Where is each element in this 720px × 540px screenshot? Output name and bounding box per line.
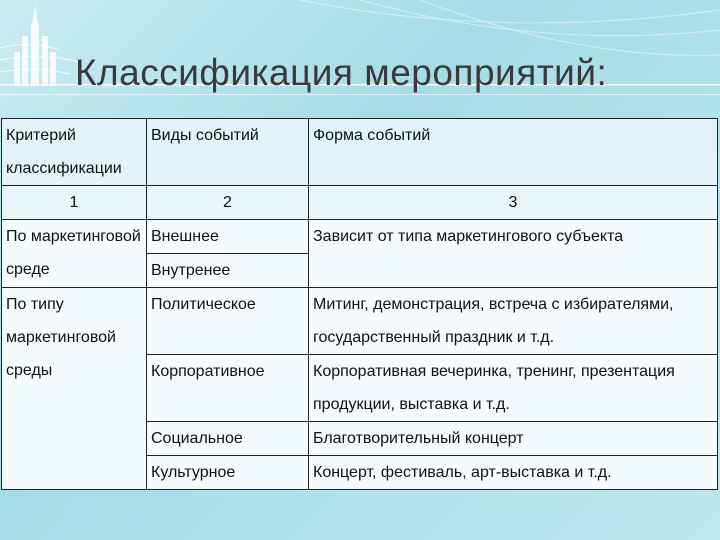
table-header-row bbox=[2, 119, 718, 186]
form-cell: Концерт, фестиваль, арт-выставка и т.д. bbox=[309, 456, 718, 490]
header-criterion: Критерий классификации bbox=[2, 119, 147, 186]
form-cell: Зависит от типа маркетингового субъекта bbox=[309, 220, 718, 288]
column-number-3: 3 bbox=[309, 186, 718, 220]
form-cell: Благотворительный концерт bbox=[309, 422, 718, 456]
column-number-1: 1 bbox=[2, 186, 147, 220]
table-row bbox=[2, 220, 718, 254]
table-row bbox=[2, 288, 718, 355]
kind-cell: Внешнее bbox=[147, 220, 309, 254]
form-cell: Митинг, демонстрация, встреча с избирателями, государственный праздник и т.д. bbox=[309, 288, 718, 355]
column-numbers-row bbox=[2, 186, 718, 220]
kind-cell: Корпоративное bbox=[147, 355, 309, 422]
column-number-2: 2 bbox=[147, 186, 309, 220]
header-kinds: Виды событий bbox=[147, 119, 309, 186]
kind-cell: Культурное bbox=[147, 456, 309, 490]
header-forms: Форма событий bbox=[309, 119, 718, 186]
kind-cell: Социальное bbox=[147, 422, 309, 456]
form-cell: Корпоративная вечеринка, тренинг, презентация продукции, выставка и т.д. bbox=[309, 355, 718, 422]
kind-cell: Политическое bbox=[147, 288, 309, 355]
criterion-cell: По типу маркетинговой среды bbox=[2, 288, 147, 490]
page-title: Классификация мероприятий: bbox=[75, 52, 608, 93]
kind-cell: Внутренее bbox=[147, 254, 309, 288]
classification-table bbox=[1, 118, 718, 490]
criterion-cell: По маркетинговой среде bbox=[2, 220, 147, 288]
